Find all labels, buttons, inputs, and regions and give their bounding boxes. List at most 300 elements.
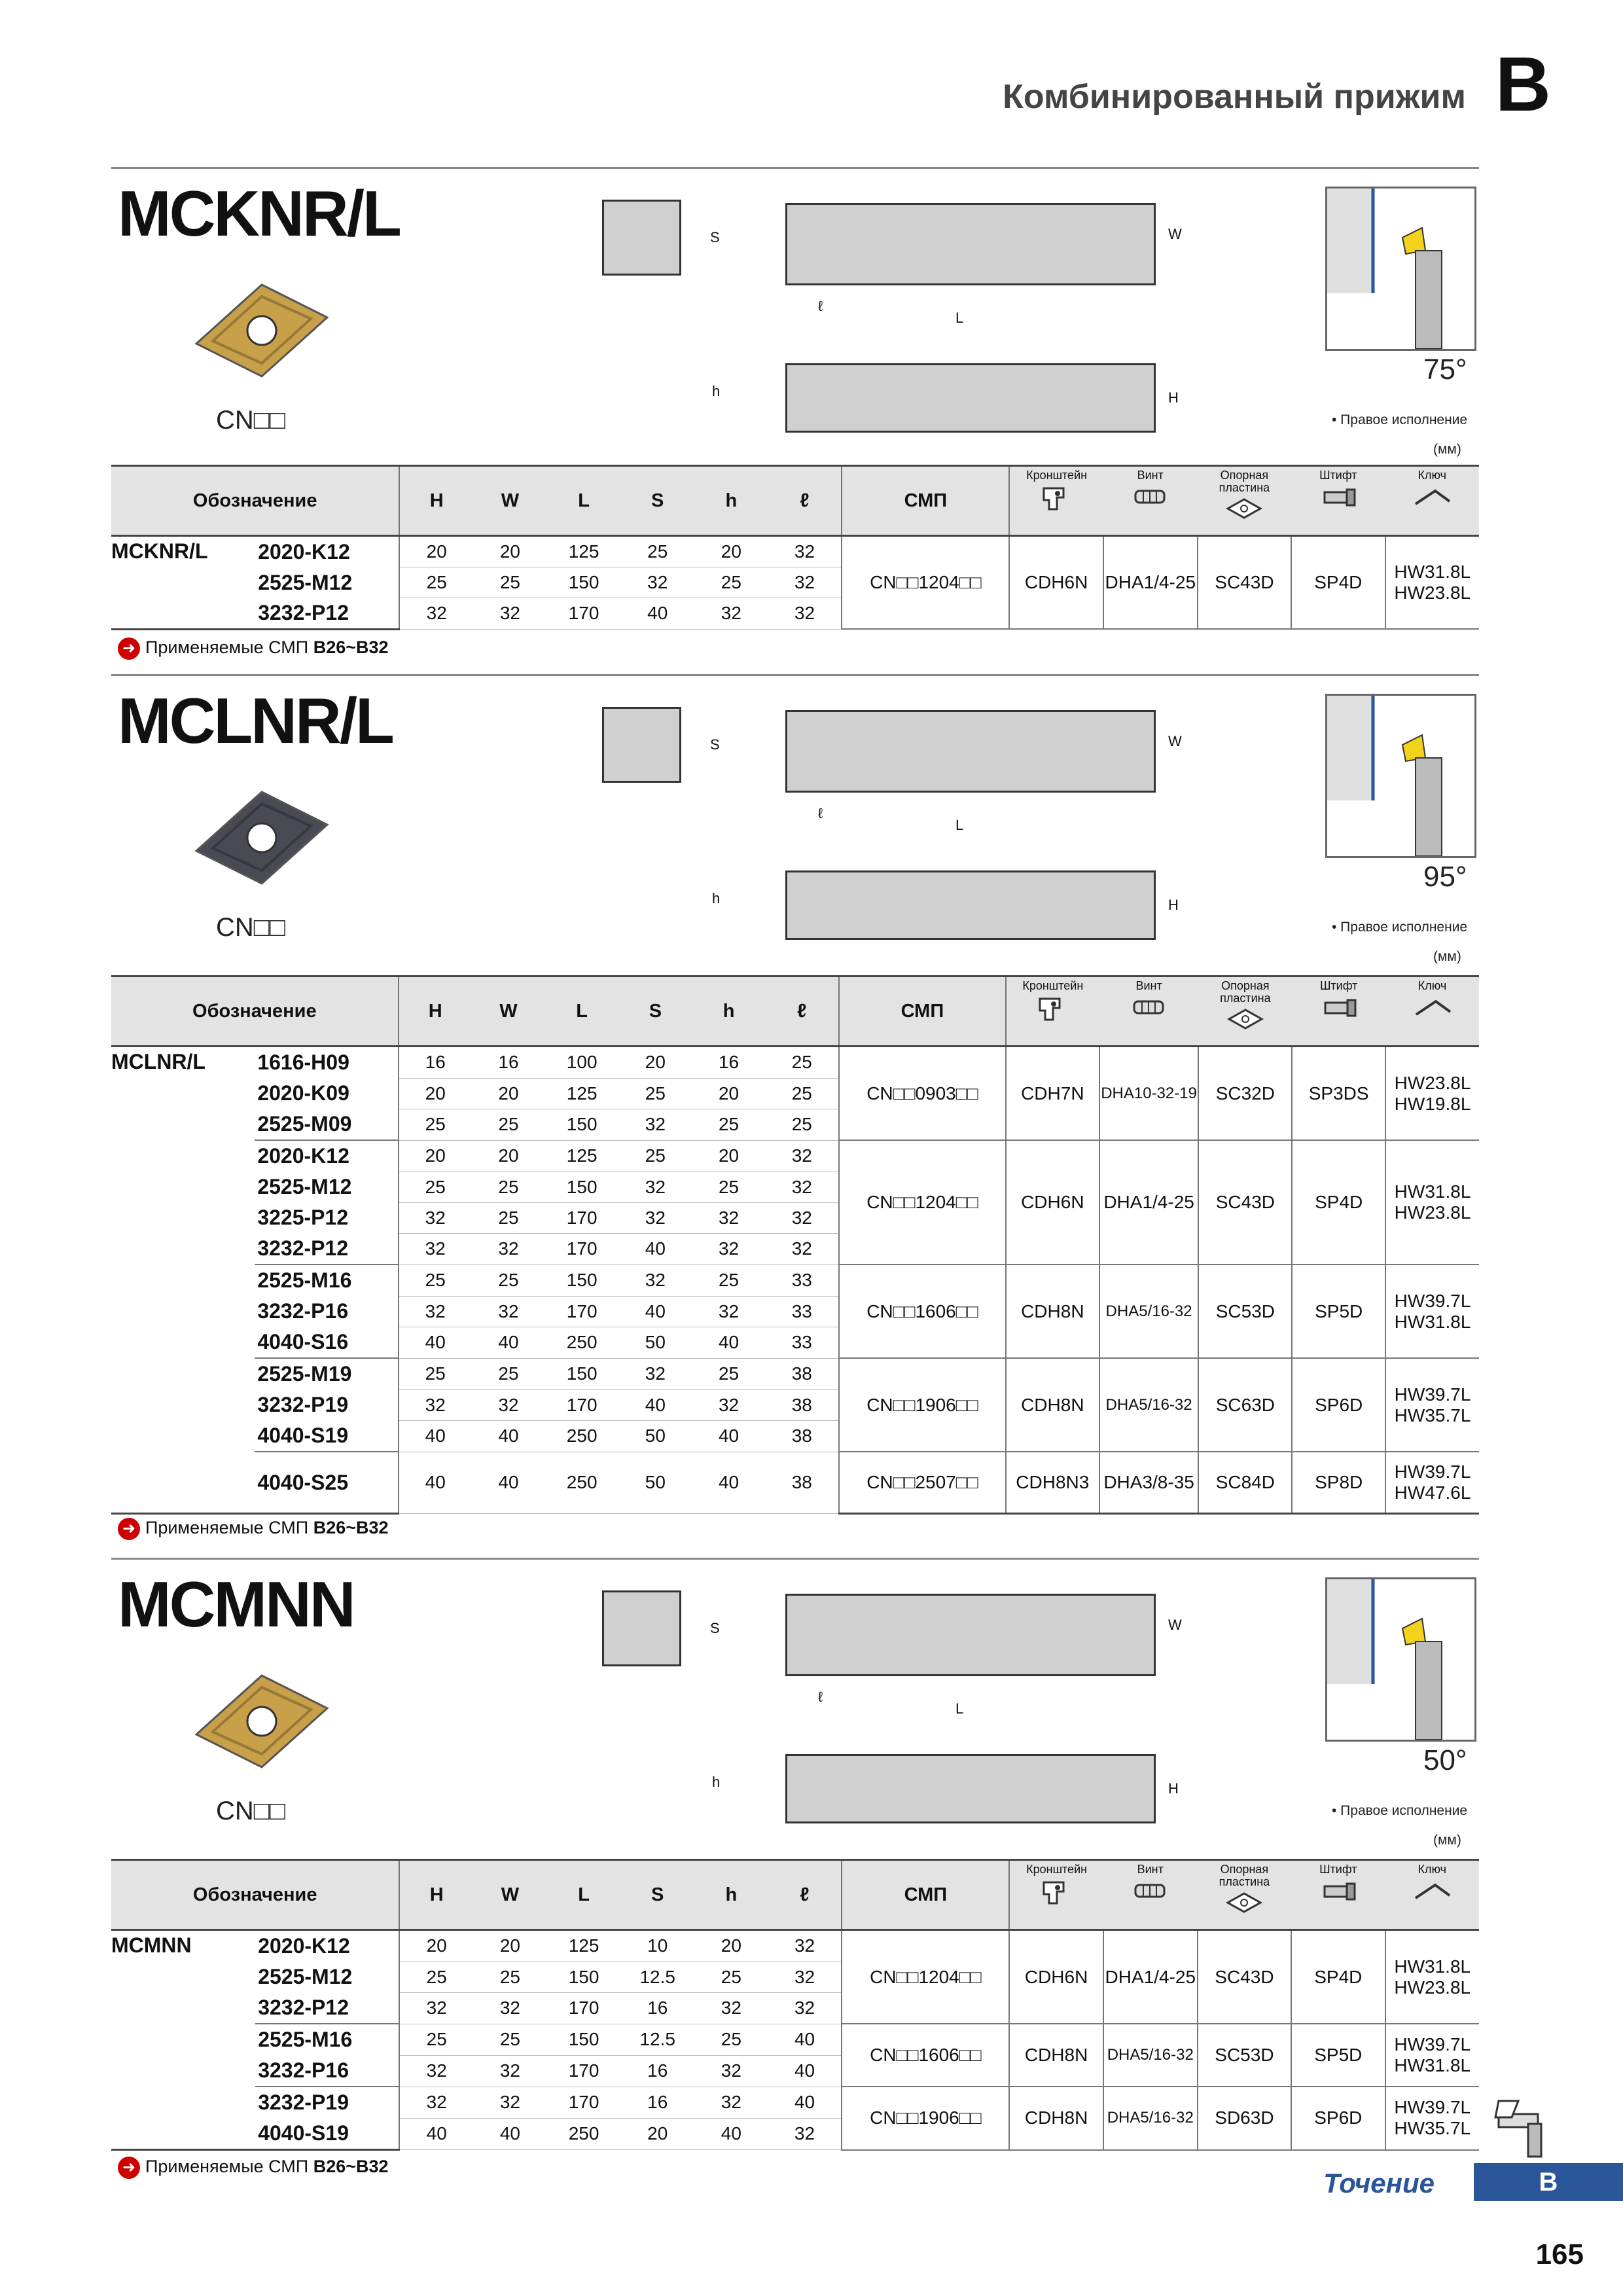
dim-L-label: L [955, 1700, 964, 1717]
dim-cell: 20 [620, 2118, 694, 2150]
dim-cell: 25 [694, 2024, 768, 2055]
accessory-label: Опорная пластина [1219, 469, 1270, 494]
dim-cell: 25 [399, 1172, 472, 1202]
pin-icon [1315, 1876, 1361, 1906]
tool-side-view [785, 1754, 1156, 1823]
dim-cell: 32 [694, 2055, 768, 2087]
dim-cell: 20 [399, 536, 473, 567]
applicable-inserts-link[interactable] [118, 637, 389, 660]
header-dim: ℓ [768, 466, 842, 536]
table-row [111, 1140, 1479, 1172]
header-dim: S [618, 977, 692, 1047]
designation-cell: 4040-S16 [255, 1327, 398, 1358]
header-dim: S [620, 1860, 694, 1930]
seat-plate-icon [1222, 1005, 1268, 1035]
dim-cell: 170 [547, 2055, 621, 2087]
tool-end-view [602, 1590, 681, 1666]
dim-cell: 25 [692, 1358, 765, 1390]
header-accessory [1099, 977, 1199, 1047]
key-cell [1385, 2087, 1480, 2150]
dim-cell: 32 [768, 536, 842, 567]
dim-cell: 40 [399, 1420, 472, 1452]
application-diagram [1325, 1577, 1476, 1742]
screw-cell: DHA5/16-32 [1103, 2024, 1198, 2087]
dim-cell: 40 [618, 1296, 692, 1327]
designation-cell: 2525-M09 [255, 1109, 398, 1140]
machining-diagram-icon [1327, 1579, 1474, 1740]
pin-cell: SP5D [1292, 1265, 1385, 1358]
dim-cell: 25 [399, 1962, 473, 1992]
header-insert: СМП [842, 1860, 1009, 1930]
tool-side-view [785, 870, 1156, 940]
table-header-row [111, 1860, 1479, 1930]
designation-cell: 2525-M16 [255, 2024, 399, 2055]
dim-cell: 40 [694, 2118, 768, 2150]
key-value: HW35.7L [1394, 2118, 1471, 2139]
bracket-icon [1030, 992, 1076, 1022]
dim-cell: 25 [473, 2024, 547, 2055]
key-value: HW31.8L [1394, 2055, 1471, 2075]
designation-cell: 2525-M12 [255, 1962, 399, 1992]
designation-cell: 2525-M12 [255, 1172, 398, 1202]
dim-cell: 32 [618, 1202, 692, 1233]
key-cell [1385, 1930, 1480, 2024]
pin-cell: SP3DS [1292, 1047, 1385, 1141]
key-value: HW31.8L [1394, 562, 1471, 582]
dim-cell: 32 [399, 1390, 472, 1420]
section-title: MCKNR/L [118, 177, 400, 249]
key-value: HW39.7L [1394, 1462, 1471, 1482]
dim-cell: 20 [472, 1140, 545, 1172]
pin-cell: SP4D [1291, 1930, 1385, 2024]
dim-cell: 33 [766, 1265, 839, 1296]
ref-text: Применяемые СМП [145, 2157, 309, 2177]
dim-cell: 25 [399, 1109, 472, 1140]
header-dim: H [399, 1860, 473, 1930]
dim-cell: 32 [399, 1992, 473, 2024]
pin-icon [1315, 482, 1361, 512]
dim-cell: 40 [399, 1327, 472, 1358]
header-accessory [1006, 977, 1099, 1047]
dim-H-label: H [1168, 1780, 1179, 1797]
spec-table [111, 465, 1479, 630]
section-letter: B [1495, 41, 1551, 128]
dim-cell: 32 [692, 1390, 765, 1420]
dim-cell: 150 [545, 1109, 618, 1140]
accessory-header [1010, 467, 1103, 535]
application-diagram [1325, 187, 1476, 351]
dim-H-label: H [1168, 897, 1179, 913]
dim-cell: 16 [692, 1047, 765, 1079]
insert-cell: CN□□1606□□ [839, 1265, 1006, 1358]
dim-cell: 20 [472, 1078, 545, 1109]
accessory-label: Кронштейн [1022, 979, 1084, 992]
dim-cell: 16 [472, 1047, 545, 1079]
dim-cell: 32 [399, 2087, 473, 2118]
insert-cell: CN□□1204□□ [839, 1140, 1006, 1265]
dim-cell: 20 [692, 1140, 765, 1172]
dim-cell: 10 [620, 1930, 694, 1962]
dim-cell: 25 [618, 1078, 692, 1109]
dim-cell: 50 [618, 1420, 692, 1452]
tool-end-view [602, 200, 681, 276]
dim-cell: 16 [399, 1047, 472, 1079]
dim-cell: 38 [766, 1420, 839, 1452]
dim-L-label: L [955, 310, 964, 326]
pin-cell: SP6D [1291, 2087, 1385, 2150]
family-name: MCKNR/L [111, 536, 255, 630]
ref-text: Применяемые СМП [145, 1518, 309, 1538]
hand-note: • Правое исполнение [1332, 920, 1468, 935]
dim-cell: 32 [473, 1992, 547, 2024]
dim-cell: 32 [399, 1202, 472, 1233]
tool-top-view [785, 710, 1156, 793]
dim-cell: 32 [768, 1962, 842, 1992]
dim-w-label: W [1168, 733, 1182, 749]
dim-cell: 25 [473, 567, 547, 598]
dim-l-small-label: ℓ [818, 805, 823, 821]
dim-cell: 40 [472, 1327, 545, 1358]
insert-image [190, 1669, 334, 1774]
accessory-label: Опорная пластина [1220, 979, 1271, 1005]
designation-cell: 3232-P12 [255, 1233, 398, 1265]
header-accessory [1198, 466, 1291, 536]
dim-cell: 32 [399, 1233, 472, 1265]
header-dim: H [399, 466, 473, 536]
dim-cell: 16 [620, 1992, 694, 2024]
dim-cell: 40 [399, 1452, 472, 1514]
bracket-cell: CDH8N [1006, 1265, 1099, 1358]
dim-cell: 32 [692, 1296, 765, 1327]
dim-cell: 40 [768, 2055, 842, 2087]
dim-cell: 25 [694, 1962, 768, 1992]
dim-cell: 40 [618, 1390, 692, 1420]
dim-cell: 32 [473, 2087, 547, 2118]
hand-note: • Правое исполнение [1332, 1803, 1468, 1818]
dim-cell: 32 [620, 567, 694, 598]
seat-plate-cell: SD63D [1198, 2087, 1291, 2150]
dim-cell: 25 [399, 1265, 472, 1296]
dim-cell: 150 [545, 1358, 618, 1390]
seat-plate-cell: SC53D [1198, 2024, 1291, 2087]
accessory-header [1291, 467, 1385, 535]
screw-cell: DHA10-32-19 [1099, 1047, 1199, 1141]
applicable-inserts-link[interactable] [118, 2157, 389, 2179]
dim-cell: 250 [545, 1327, 618, 1358]
key-value: HW39.7L [1394, 1290, 1471, 1311]
dim-cell: 32 [692, 1233, 765, 1265]
dim-cell: 40 [620, 598, 694, 630]
application-diagram [1325, 694, 1476, 858]
key-value: HW31.8L [1394, 1181, 1471, 1202]
accessory-header [1198, 467, 1291, 535]
accessory-header [1198, 1861, 1291, 1929]
accessory-label: Кронштейн [1026, 469, 1088, 482]
dim-cell: 40 [618, 1233, 692, 1265]
accessory-label: Кронштейн [1026, 1863, 1088, 1876]
page-header-title: Комбинированный прижим [1003, 78, 1466, 116]
designation-cell: 3232-P16 [255, 2055, 399, 2087]
dim-cell: 25 [399, 567, 473, 598]
approach-angle: 75° [1423, 353, 1467, 386]
family-name: MCLNR/L [111, 1047, 255, 1514]
dim-cell: 32 [694, 2087, 768, 2118]
dim-cell: 170 [547, 2087, 621, 2118]
ref-pages: B26~B32 [313, 637, 389, 658]
accessory-header [1099, 977, 1199, 1045]
accessory-label: Винт [1137, 469, 1164, 482]
key-cell [1385, 1452, 1479, 1514]
accessory-label: Ключ [1418, 1863, 1446, 1876]
table-row [111, 2087, 1479, 2118]
dim-cell: 32 [766, 1140, 839, 1172]
dim-cell: 40 [472, 1420, 545, 1452]
dim-cell: 40 [692, 1327, 765, 1358]
dim-cell: 25 [692, 1265, 765, 1296]
insert-icon [190, 278, 334, 383]
designation-cell: 3225-P12 [255, 1202, 398, 1233]
designation-cell: 1616-H09 [255, 1047, 398, 1079]
key-value: HW35.7L [1394, 1405, 1471, 1426]
accessory-header [1385, 1861, 1480, 1929]
turning-tool-icon [1492, 2088, 1564, 2160]
header-accessory [1385, 977, 1479, 1047]
insert-cell: CN□□1204□□ [842, 1930, 1009, 2024]
dim-cell: 50 [618, 1452, 692, 1514]
header-dim: L [545, 977, 618, 1047]
dim-cell: 20 [694, 1930, 768, 1962]
accessory-label: Опорная пластина [1219, 1863, 1270, 1888]
key-cell [1385, 2024, 1480, 2087]
footer-category: Точение [1323, 2168, 1435, 2198]
dim-cell: 150 [547, 1962, 621, 1992]
header-insert: СМП [839, 977, 1006, 1047]
wrench-icon [1410, 992, 1455, 1022]
designation-cell: 2525-M19 [255, 1358, 398, 1390]
seat-plate-cell: SC84D [1198, 1452, 1292, 1514]
accessory-header [1385, 467, 1480, 535]
key-value: HW23.8L [1394, 1072, 1471, 1093]
screw-cell: DHA1/4-25 [1103, 1930, 1198, 2024]
dim-cell: 25 [618, 1140, 692, 1172]
page-number: 165 [1535, 2238, 1584, 2270]
dim-cell: 32 [473, 2055, 547, 2087]
table-row [111, 1452, 1479, 1514]
dim-cell: 125 [545, 1140, 618, 1172]
screw-cell: DHA5/16-32 [1099, 1265, 1199, 1358]
family-name: MCMNN [111, 1930, 255, 2150]
dim-cell: 20 [694, 536, 768, 567]
bracket-cell: CDH7N [1006, 1047, 1099, 1141]
screw-cell: DHA1/4-25 [1099, 1140, 1199, 1265]
header-dim: W [473, 1860, 547, 1930]
dim-cell: 20 [692, 1078, 765, 1109]
dim-cell: 150 [545, 1172, 618, 1202]
key-value: HW31.8L [1394, 1311, 1471, 1332]
dim-cell: 25 [472, 1202, 545, 1233]
dim-cell: 20 [473, 1930, 547, 1962]
key-value: HW47.6L [1394, 1482, 1471, 1503]
seat-plate-cell: SC53D [1198, 1265, 1292, 1358]
insert-cell: CN□□1906□□ [842, 2087, 1009, 2150]
dim-cell: 32 [618, 1172, 692, 1202]
header-accessory [1009, 1860, 1103, 1930]
bracket-cell: CDH8N [1006, 1358, 1099, 1452]
insert-cell: CN□□1906□□ [839, 1358, 1006, 1452]
designation-cell: 3232-P12 [255, 1992, 399, 2024]
unit-note: (мм) [1433, 442, 1461, 457]
dim-cell: 32 [399, 2055, 473, 2087]
header-dim: W [473, 466, 547, 536]
designation-cell: 2020-K12 [255, 1140, 398, 1172]
dim-cell: 20 [399, 1140, 472, 1172]
dim-cell: 50 [618, 1327, 692, 1358]
dim-cell: 32 [399, 1296, 472, 1327]
screw-cell: DHA5/16-32 [1099, 1358, 1199, 1452]
header-accessory [1009, 466, 1103, 536]
dim-cell: 38 [766, 1358, 839, 1390]
dim-cell: 32 [766, 1202, 839, 1233]
dim-cell: 32 [694, 1992, 768, 2024]
dim-cell: 125 [545, 1078, 618, 1109]
dim-cell: 32 [768, 567, 842, 598]
seat-plate-icon [1221, 494, 1267, 524]
dim-cell: 40 [768, 2024, 842, 2055]
header-insert: СМП [842, 466, 1009, 536]
dim-cell: 16 [620, 2055, 694, 2087]
header-accessory [1291, 466, 1385, 536]
accessory-header [1007, 977, 1099, 1045]
pin-cell: SP8D [1292, 1452, 1385, 1514]
designation-cell: 2020-K09 [255, 1078, 398, 1109]
tool-side-view [785, 363, 1156, 433]
key-value: HW23.8L [1394, 1977, 1471, 1998]
dim-cell: 32 [473, 598, 547, 630]
ref-pages: B26~B32 [313, 2157, 389, 2177]
insert-type-label: CN□□ [216, 913, 286, 942]
header-dim: W [472, 977, 545, 1047]
seat-plate-cell: SC43D [1198, 1140, 1292, 1265]
arrow-right-icon: ➜ [118, 637, 140, 660]
accessory-header [1292, 977, 1385, 1045]
seat-plate-cell: SC43D [1198, 1930, 1291, 2024]
dim-cell: 170 [545, 1202, 618, 1233]
dim-cell: 25 [692, 1109, 765, 1140]
dim-cell: 40 [399, 2118, 473, 2150]
insert-image [190, 785, 334, 890]
insert-icon [190, 1669, 334, 1774]
bracket-cell: CDH8N [1009, 2087, 1103, 2150]
key-value: HW23.8L [1394, 583, 1471, 603]
accessory-label: Штифт [1319, 469, 1357, 482]
dim-w-label: W [1168, 1617, 1182, 1633]
header-dim: S [620, 466, 694, 536]
approach-angle: 95° [1423, 861, 1467, 893]
screw-cell: DHA5/16-32 [1103, 2087, 1198, 2150]
dim-cell: 38 [766, 1390, 839, 1420]
tool-top-view [785, 1594, 1156, 1676]
header-designation: Обозначение [111, 977, 399, 1047]
header-dim: h [692, 977, 765, 1047]
header-accessory [1198, 1860, 1291, 1930]
accessory-label: Винт [1135, 979, 1162, 992]
header-accessory [1292, 977, 1385, 1047]
bracket-cell: CDH6N [1009, 1930, 1103, 2024]
dim-cell: 25 [473, 1962, 547, 1992]
machining-diagram-icon [1327, 696, 1474, 856]
dim-cell: 25 [766, 1078, 839, 1109]
dim-cell: 25 [472, 1172, 545, 1202]
dim-cell: 40 [692, 1452, 765, 1514]
designation-cell: 2020-K12 [255, 1930, 399, 1962]
dim-l-small-label: ℓ [818, 1689, 823, 1705]
designation-cell: 3232-P19 [255, 1390, 398, 1420]
pin-cell: SP4D [1291, 536, 1385, 630]
dim-cell: 33 [766, 1327, 839, 1358]
header-dim: ℓ [766, 977, 839, 1047]
accessory-header [1291, 1861, 1385, 1929]
key-cell [1385, 1047, 1479, 1141]
dim-cell: 25 [472, 1265, 545, 1296]
key-value: HW31.8L [1394, 1956, 1471, 1977]
header-accessory [1291, 1860, 1385, 1930]
dim-cell: 150 [547, 2024, 621, 2055]
header-dim: ℓ [768, 1860, 842, 1930]
dim-cell: 38 [766, 1452, 839, 1514]
dim-h-label: h [712, 890, 721, 906]
dim-cell: 170 [547, 1992, 621, 2024]
dim-cell: 25 [766, 1109, 839, 1140]
table-row [111, 1358, 1479, 1390]
dim-cell: 250 [547, 2118, 621, 2150]
table-row [111, 1265, 1479, 1296]
accessory-header [1385, 977, 1479, 1045]
wrench-icon [1409, 1876, 1455, 1906]
dim-s-label: S [710, 736, 720, 753]
dim-cell: 32 [766, 1233, 839, 1265]
accessory-label: Штифт [1319, 1863, 1357, 1876]
ref-pages: B26~B32 [313, 1518, 389, 1538]
section-title: MCLNR/L [118, 685, 393, 757]
dim-cell: 32 [692, 1202, 765, 1233]
section-divider [111, 167, 1479, 169]
screw-cell: DHA3/8-35 [1099, 1452, 1199, 1514]
key-value: HW39.7L [1394, 2097, 1471, 2118]
designation-cell: 3232-P12 [255, 598, 399, 630]
dim-s-label: S [710, 229, 720, 245]
dim-cell: 125 [547, 1930, 621, 1962]
key-value: HW19.8L [1394, 1093, 1471, 1114]
designation-cell: 3232-P16 [255, 1296, 398, 1327]
screw-icon [1128, 482, 1173, 512]
dim-s-label: S [710, 1620, 720, 1636]
applicable-inserts-link[interactable] [118, 1518, 389, 1540]
dim-cell: 25 [399, 1358, 472, 1390]
insert-type-label: CN□□ [216, 1797, 286, 1825]
accessory-label: Штифт [1319, 979, 1358, 992]
arrow-right-icon: ➜ [118, 1518, 140, 1540]
dim-cell: 20 [473, 536, 547, 567]
dim-cell: 32 [472, 1390, 545, 1420]
dim-l-small-label: ℓ [818, 298, 823, 314]
unit-note: (мм) [1433, 1833, 1461, 1848]
table-row [111, 536, 1479, 567]
seat-plate-cell: SC63D [1198, 1358, 1292, 1452]
bracket-cell: CDH8N3 [1006, 1452, 1099, 1514]
seat-plate-cell: SC32D [1198, 1047, 1292, 1141]
dim-cell: 20 [618, 1047, 692, 1079]
dim-cell: 40 [692, 1420, 765, 1452]
